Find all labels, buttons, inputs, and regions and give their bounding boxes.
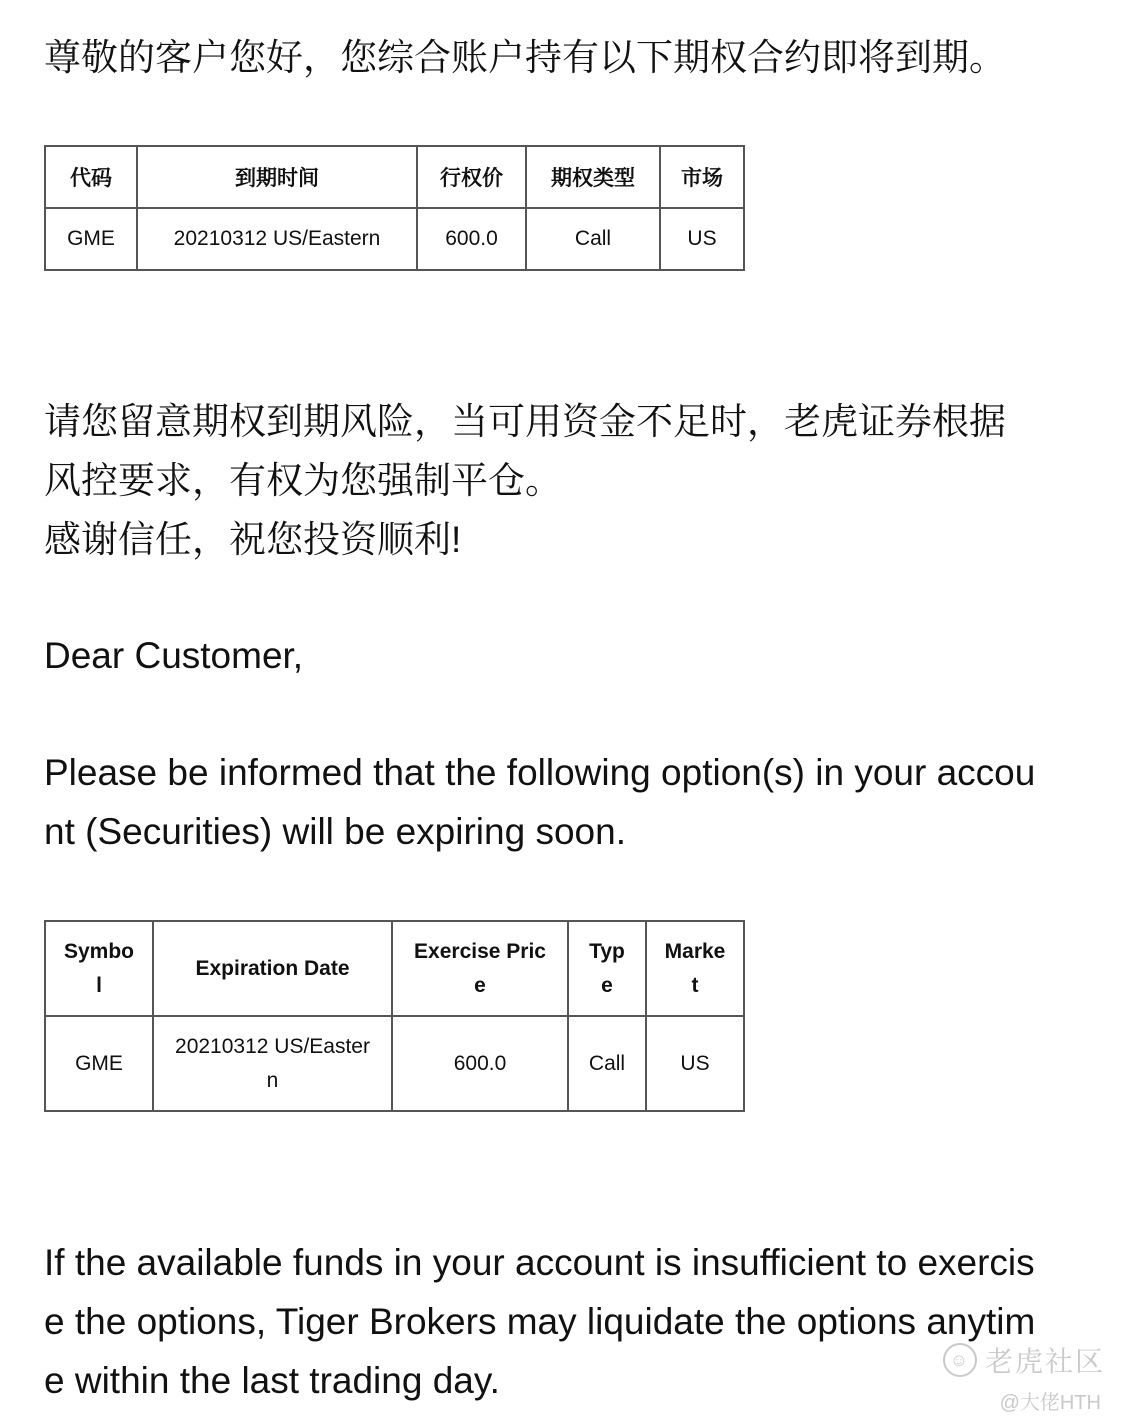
en-greeting-text: Dear Customer,: [44, 635, 304, 676]
header-type: 期权类型: [526, 146, 660, 208]
cell-symbol: GME: [45, 1016, 153, 1111]
cn-thanks-text: 感谢信任，祝您投资顺利!: [44, 519, 462, 560]
header-symbol: Symbo l: [45, 921, 153, 1016]
en-notice-line-2: nt (Securities) will be expiring soon.: [44, 811, 626, 852]
cell-type: Call: [568, 1016, 646, 1111]
cn-options-table: [44, 145, 745, 271]
en-liquidate-line-3: e within the last trading day.: [44, 1360, 500, 1401]
cell-strike: 600.0: [392, 1016, 568, 1111]
header-expiration: 到期时间: [137, 146, 417, 208]
cell-type: Call: [526, 208, 660, 270]
header-market: Marke t: [646, 921, 744, 1016]
cn-risk-line-2: 风控要求，有权为您强制平仓。: [44, 460, 562, 501]
table-row: [45, 1016, 744, 1111]
tiger-community-logo-icon: ☺: [943, 1343, 977, 1377]
header-expiration: Expiration Date: [153, 921, 392, 1016]
cn-risk-line-1: 请您留意期权到期风险，当可用资金不足时，老虎证券根据: [44, 401, 1006, 442]
header-strike: 行权价: [417, 146, 526, 208]
header-market: 市场: [660, 146, 744, 208]
cell-strike: 600.0: [417, 208, 526, 270]
cell-market: US: [660, 208, 744, 270]
cn-intro-text: 尊敬的客户您好，您综合账户持有以下期权合约即将到期。: [44, 37, 1006, 78]
cell-expiration: 20210312 US/Easter n: [153, 1016, 392, 1111]
en-options-table: [44, 920, 745, 1112]
en-liquidate-line-1: If the available funds in your account is insufficient to exercis: [44, 1242, 1035, 1283]
en-notice-line-1: Please be informed that the following option(s) in your accou: [44, 752, 1036, 793]
watermark-user: @大佬HTH: [999, 1392, 1101, 1414]
cell-expiration: 20210312 US/Eastern: [137, 208, 417, 270]
table-row: [45, 208, 744, 270]
header-type: Typ e: [568, 921, 646, 1016]
table-header-row: [45, 146, 744, 208]
watermark: [943, 1340, 1105, 1380]
cell-symbol: GME: [45, 208, 137, 270]
header-strike: Exercise Pric e: [392, 921, 568, 1016]
watermark-brand: 老虎社区: [984, 1346, 1105, 1377]
header-symbol: 代码: [45, 146, 137, 208]
cell-market: US: [646, 1016, 744, 1111]
en-liquidate-line-2: e the options, Tiger Brokers may liquidate the options anytim: [44, 1301, 1036, 1342]
table-header-row: [45, 921, 744, 1016]
